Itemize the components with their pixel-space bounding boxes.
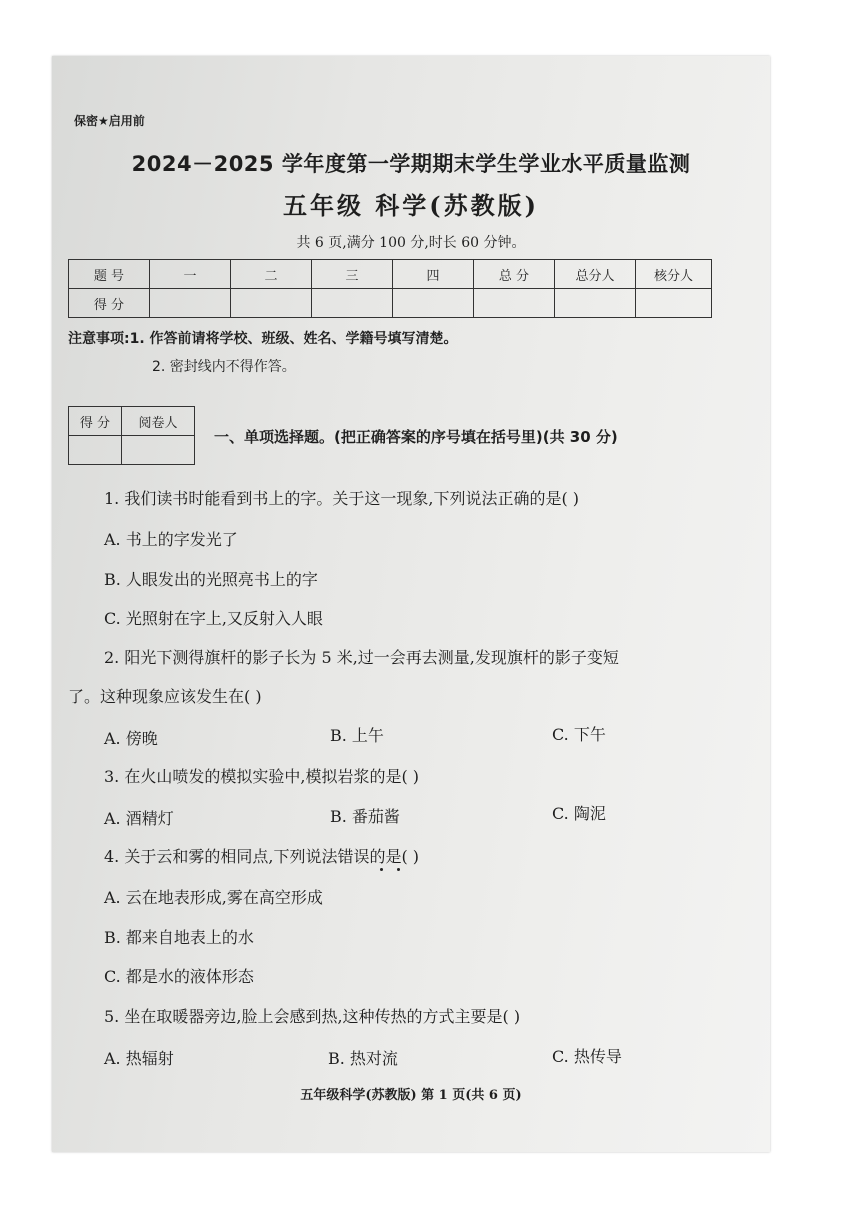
- question-2-option-c: C. 下午: [552, 725, 606, 744]
- score-input-cell[interactable]: [555, 289, 636, 318]
- question-3-option-b: B. 番茄酱: [330, 807, 400, 826]
- score-table-header-row: [69, 260, 712, 289]
- score-cell: 一: [150, 260, 231, 289]
- question-5-option-b: B. 热对流: [328, 1049, 398, 1068]
- grader-name-label: 阅卷人: [122, 407, 195, 436]
- exam-paper: [52, 56, 770, 1152]
- question-4-option-a: A. 云在地表形成,雾在高空形成: [104, 888, 323, 907]
- score-cell: 三: [312, 260, 393, 289]
- grader-score-label: 得 分: [69, 407, 122, 436]
- score-input-cell[interactable]: [636, 289, 712, 318]
- question-2-stem-cont: 了。这种现象应该发生在( ): [68, 687, 262, 706]
- exam-title: 2024－2025 学年度第一学期期末学生学业水平质量监测: [131, 152, 691, 176]
- score-cell: 总分人: [555, 260, 636, 289]
- exam-subject: 五年级 科学(苏教版): [282, 191, 540, 220]
- score-cell: 总 分: [474, 260, 555, 289]
- score-cell: 四: [393, 260, 474, 289]
- score-cell: 题 号: [69, 260, 150, 289]
- question-2-option-a: A. 傍晚: [104, 729, 158, 748]
- score-table: [68, 259, 712, 318]
- question-5-stem: 5. 坐在取暖器旁边,脸上会感到热,这种传热的方式主要是( ): [104, 1007, 521, 1026]
- question-2-stem: 2. 阳光下测得旗杆的影子长为 5 米,过一会再去测量,发现旗杆的影子变短: [104, 648, 619, 667]
- question-3-option-a: A. 酒精灯: [104, 809, 174, 828]
- score-input-cell[interactable]: [474, 289, 555, 318]
- grader-score-cell[interactable]: [69, 436, 122, 465]
- question-3-stem: 3. 在火山喷发的模拟实验中,模拟岩浆的是( ): [104, 767, 420, 786]
- question-2-option-b: B. 上午: [330, 726, 384, 745]
- score-input-cell[interactable]: [312, 289, 393, 318]
- confidential-mark: 保密★启用前: [74, 114, 145, 128]
- question-5-option-a: A. 热辐射: [104, 1049, 174, 1068]
- question-1-option-a: A. 书上的字发光了: [104, 530, 238, 549]
- emphasis-dot: [397, 868, 400, 871]
- score-cell: 得 分: [69, 289, 150, 318]
- question-4-option-b: B. 都来自地表上的水: [104, 928, 254, 947]
- question-4-option-c: C. 都是水的液体形态: [104, 967, 254, 986]
- grader-table: [68, 406, 195, 465]
- question-3-option-c: C. 陶泥: [552, 804, 606, 823]
- section-heading: 一、单项选择题。(把正确答案的序号填在括号里)(共 30 分): [214, 428, 618, 446]
- score-input-cell[interactable]: [231, 289, 312, 318]
- score-input-cell[interactable]: [393, 289, 474, 318]
- score-cell: 二: [231, 260, 312, 289]
- exam-info: 共 6 页,满分 100 分,时长 60 分钟。: [296, 235, 526, 251]
- question-5-option-c: C. 热传导: [552, 1047, 622, 1066]
- question-1-option-b: B. 人眼发出的光照亮书上的字: [104, 570, 318, 589]
- score-table-score-row: [69, 289, 712, 318]
- score-cell: 核分人: [636, 260, 712, 289]
- question-4-stem: 4. 关于云和雾的相同点,下列说法错误的是( ): [104, 847, 420, 866]
- page-footer: 五年级科学(苏教版) 第 1 页(共 6 页): [300, 1088, 522, 1103]
- notes-line-1: 注意事项:1. 作答前请将学校、班级、姓名、学籍号填写清楚。: [68, 331, 458, 347]
- question-1-option-c: C. 光照射在字上,又反射入人眼: [104, 609, 323, 628]
- grader-name-cell[interactable]: [122, 436, 195, 465]
- notes-line-2: 2. 密封线内不得作答。: [152, 359, 296, 375]
- emphasis-dot: [380, 868, 383, 871]
- question-1-stem: 1. 我们读书时能看到书上的字。关于这一现象,下列说法正确的是( ): [104, 489, 580, 508]
- score-input-cell[interactable]: [150, 289, 231, 318]
